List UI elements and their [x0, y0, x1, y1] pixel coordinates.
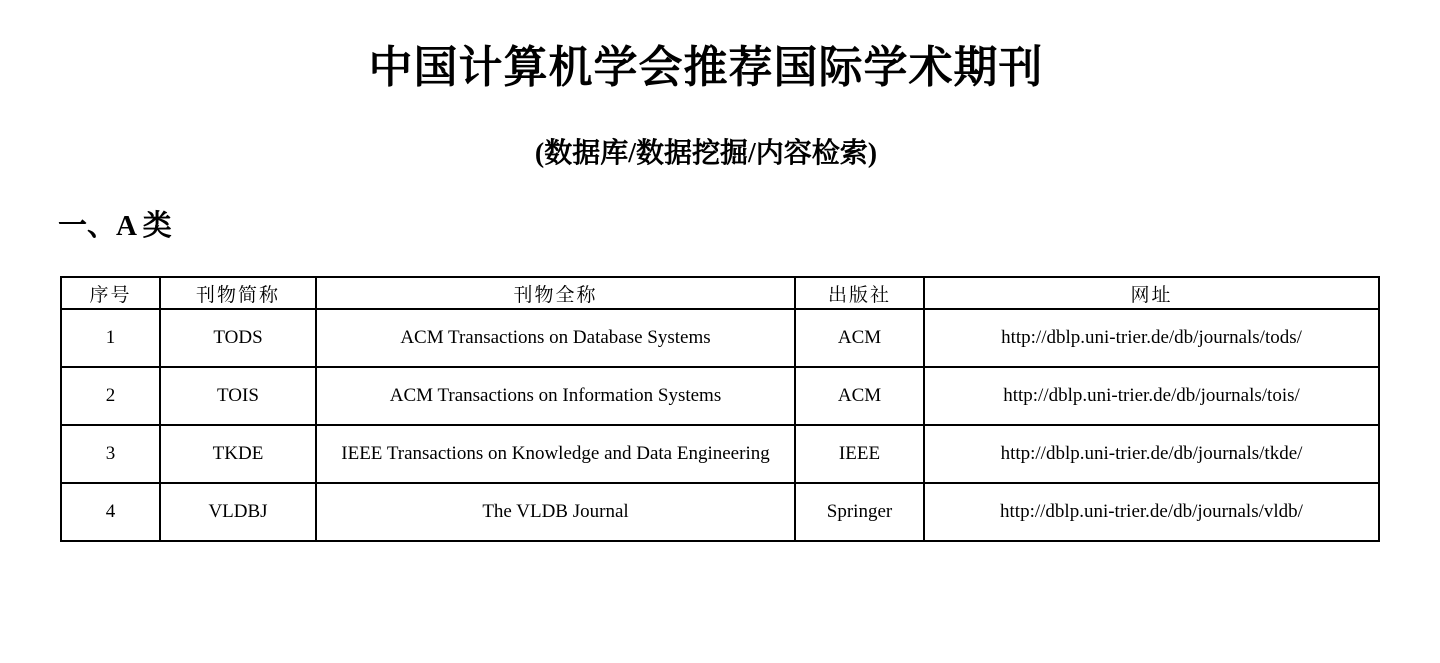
- cell-publisher: IEEE: [795, 425, 924, 483]
- table-header-row: [61, 277, 1379, 309]
- cell-url[interactable]: http://dblp.uni-trier.de/db/journals/vldb/: [924, 483, 1379, 541]
- cell-full-name: ACM Transactions on Information Systems: [316, 367, 795, 425]
- cell-index: 2: [61, 367, 160, 425]
- header-abbreviation: 刊物简称: [160, 277, 316, 309]
- cell-abbreviation: VLDBJ: [160, 483, 316, 541]
- cell-url[interactable]: http://dblp.uni-trier.de/db/journals/tois/: [924, 367, 1379, 425]
- header-full-name: 刊物全称: [316, 277, 795, 309]
- header-publisher: 出版社: [795, 277, 924, 309]
- cell-url[interactable]: http://dblp.uni-trier.de/db/journals/tods/: [924, 309, 1379, 367]
- cell-index: 4: [61, 483, 160, 541]
- document-title: 中国计算机学会推荐国际学术期刊: [368, 42, 1044, 93]
- cell-index: 3: [61, 425, 160, 483]
- cell-abbreviation: TOIS: [160, 367, 316, 425]
- header-url: 网址: [924, 277, 1379, 309]
- cell-full-name: IEEE Transactions on Knowledge and Data Engineering: [316, 425, 795, 483]
- table-row: [61, 367, 1379, 425]
- cell-abbreviation: TKDE: [160, 425, 316, 483]
- section-heading-a: 一、A 类: [58, 210, 172, 242]
- cell-index: 1: [61, 309, 160, 367]
- header-index: 序号: [61, 277, 160, 309]
- cell-full-name: ACM Transactions on Database Systems: [316, 309, 795, 367]
- journal-table: [60, 276, 1380, 542]
- cell-publisher: ACM: [795, 367, 924, 425]
- table-row: [61, 483, 1379, 541]
- document-subtitle: (数据库/数据挖掘/内容检索): [534, 138, 878, 169]
- cell-url[interactable]: http://dblp.uni-trier.de/db/journals/tkde/: [924, 425, 1379, 483]
- cell-publisher: Springer: [795, 483, 924, 541]
- cell-publisher: ACM: [795, 309, 924, 367]
- cell-full-name: The VLDB Journal: [316, 483, 795, 541]
- table-row: [61, 425, 1379, 483]
- table-row: [61, 309, 1379, 367]
- cell-abbreviation: TODS: [160, 309, 316, 367]
